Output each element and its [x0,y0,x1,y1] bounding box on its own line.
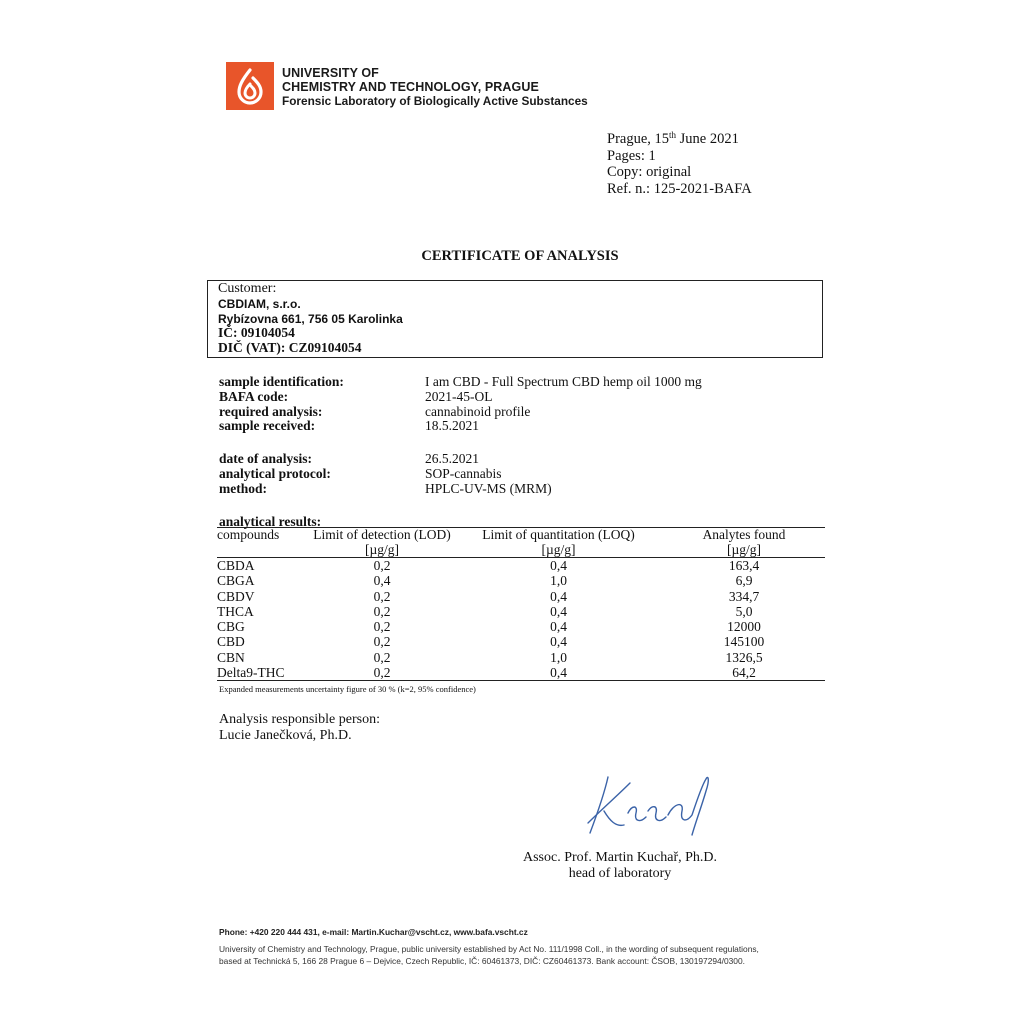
info-row: analytical protocol: SOP-cannabis [219,465,502,481]
value-cell: 0,2 [373,634,391,650]
value-cell: 64,2 [663,665,825,681]
document-meta [607,131,752,197]
results-title: analytical results: [219,514,322,529]
value-cell: 0,2 [373,588,391,604]
responsible-label: Analysis responsible person: [219,712,380,727]
value-cell: 0,4 [550,603,567,619]
unit-cell: [µg/g] [663,543,825,558]
signer-role: head of laboratory [568,866,672,881]
reference-number: Ref. n.: 125-2021-BAFA [607,180,752,197]
value-cell: 0,4 [550,619,567,635]
table-row [217,589,825,604]
pages-count: Pages: 1 [607,147,656,164]
compound-cell: CBD [217,634,245,650]
value-cell: 0,4 [550,634,567,650]
page-title: CERTIFICATE OF ANALYSIS [421,248,619,264]
value-cell: 145100 [723,634,765,650]
vscht-flame-logo-icon [226,62,274,110]
compound-cell: Delta9-THC [217,665,310,681]
signer-block [490,850,750,882]
responsible-name: Lucie Janečková, Ph.D. [219,728,352,743]
table-row [217,604,825,619]
value-cell: 334,7 [728,588,760,604]
value-cell: 0,2 [373,649,391,665]
footer [219,926,759,968]
column-header: Limit of quantitation (LOQ) [454,528,663,543]
analysis-info [219,452,552,496]
value-cell: 5,0 [735,603,753,619]
value-cell: 6,9 [735,573,753,589]
results-table [217,527,825,681]
footer-legal-line1: University of Chemistry and Technology, Prague, public university established by Act No. 111/1998 Coll., in the wording of subsequent regulations, [219,943,759,954]
compound-cell: CBN [217,649,245,665]
table-row [217,650,825,665]
customer-ic: IČ: 09104054 [218,325,295,341]
info-row: sample received: 18.5.2021 [219,418,479,434]
value-cell: 0,2 [310,665,454,681]
value-cell: 163,4 [728,558,760,573]
university-name-block [282,66,588,108]
unit-cell: [µg/g] [454,543,663,558]
uncertainty-note: Expanded measurements uncertainty figure of 30 % (k=2, 95% confidence) [219,684,476,694]
laboratory-name: Forensic Laboratory of Biologically Active Substances [282,94,588,108]
value-cell: 0,4 [373,573,391,589]
unit-cell [217,543,310,558]
responsible-person [219,712,380,744]
table-row [217,558,825,574]
value-cell: 1,0 [550,573,567,589]
compound-cell: CBG [217,619,245,635]
handwritten-signature-icon [560,765,740,845]
value-cell: 0,4 [550,558,567,573]
table-row [217,665,825,681]
table-row [217,619,825,634]
value-cell: 0,2 [373,619,391,635]
compound-cell: THCA [217,603,254,619]
university-logo [226,62,274,110]
value-cell: 1326,5 [725,649,763,665]
info-row: required analysis: cannabinoid profile [219,403,531,419]
info-row: date of analysis: 26.5.2021 [219,451,479,466]
value-cell: 0,4 [550,588,567,604]
compound-cell: CBGA [217,573,255,589]
value-cell: 0,4 [454,665,663,681]
copy-type: Copy: original [607,164,692,180]
compound-cell: CBDA [217,558,255,573]
info-row: sample identification: I am CBD - Full Spectrum CBD hemp oil 1000 mg [219,374,702,389]
customer-address: Rybízovna 661, 756 05 Karolinka [218,311,403,326]
document-date: Prague, 15th June 2021 [607,130,739,147]
column-header: Limit of detection (LOD) [310,528,454,543]
table-row [217,634,825,649]
column-header: compounds [217,528,310,543]
unit-cell: [µg/g] [310,543,454,558]
value-cell: 0,2 [373,558,391,573]
customer-dic: DIČ (VAT): CZ09104054 [218,340,362,356]
table-units-row [217,543,825,558]
value-cell: 0,2 [373,603,391,619]
university-line1: UNIVERSITY OF [282,66,379,80]
customer-name: CBDIAM, s.r.o. [218,296,301,311]
value-cell: 1,0 [550,649,567,665]
column-header: Analytes found [663,528,825,543]
sample-info [219,375,702,434]
customer-label: Customer: [218,281,277,296]
table-row [217,573,825,588]
footer-legal-line2: based at Technická 5, 166 28 Prague 6 – Dejvice, Czech Republic, IČ: 60461373, DIČ: CZ60461373. Bank account: ČSOB, 130197294/0300. [219,956,745,966]
value-cell: 12000 [727,619,761,635]
customer-details [218,282,403,356]
signer-name: Assoc. Prof. Martin Kuchař, Ph.D. [522,850,718,865]
info-row: BAFA code: 2021-45-OL [219,388,493,404]
footer-contact: Phone: +420 220 444 431, e-mail: Martin.Kuchar@vscht.cz, www.bafa.vscht.cz [219,927,528,937]
university-line2: CHEMISTRY AND TECHNOLOGY, PRAGUE [282,80,539,94]
compound-cell: CBDV [217,588,255,604]
table-header-row [217,528,825,543]
info-row: method: HPLC-UV-MS (MRM) [219,480,552,496]
